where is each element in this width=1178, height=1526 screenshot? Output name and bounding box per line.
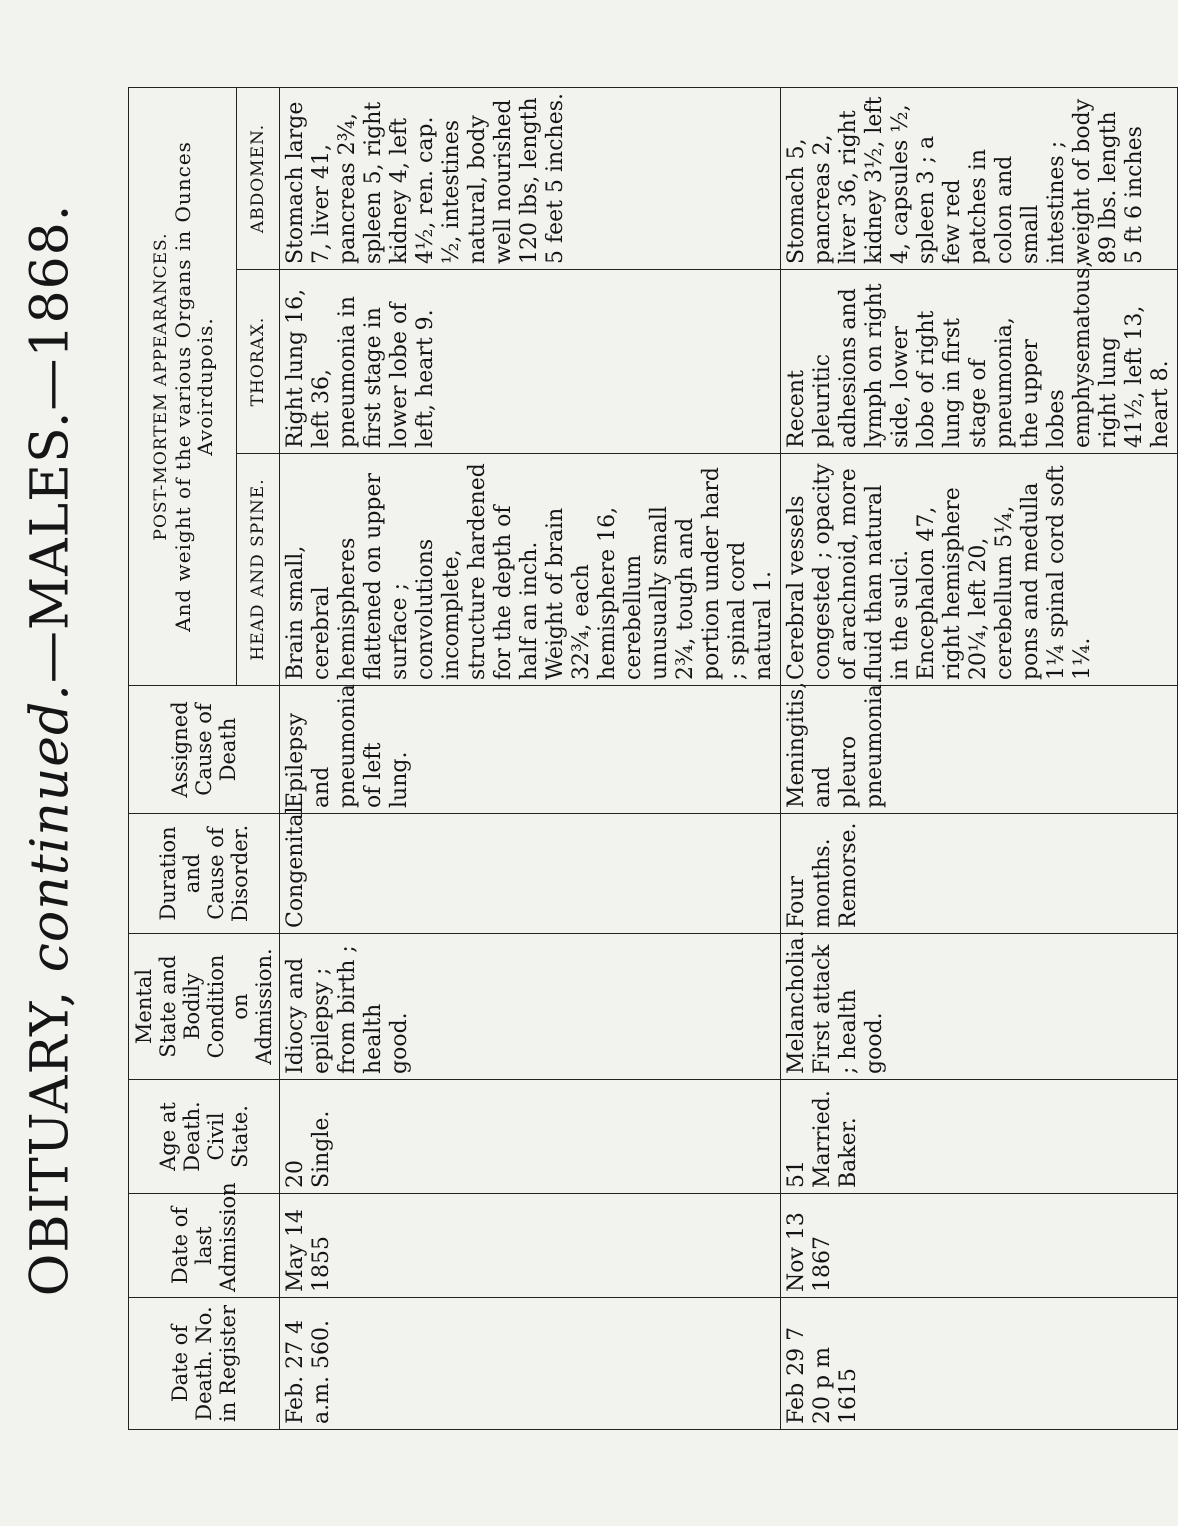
obituary-table-rotated bbox=[128, 88, 1173, 1430]
obituary-table bbox=[128, 87, 1178, 1430]
postmortem-title: POST-MORTEM APPEARANCES. bbox=[150, 232, 171, 541]
title-continued: continued. bbox=[20, 683, 81, 973]
col-duration: Duration and Cause of Disorder. bbox=[129, 814, 280, 934]
col-date-admission: Date of last Admission bbox=[129, 1194, 280, 1298]
cell-head-spine: Cerebral vessels congested ; opacity of arachnoid, more fluid than natural in the sulci. Encephalon 47, right hemisphere 20¼, left 20, cerebellum 5¼, pons and medulla 1¼ spinal cord soft 1¼. bbox=[781, 454, 1178, 686]
cell-mental-state: Melancholia. First attack ; health good. bbox=[781, 934, 1178, 1080]
cell-duration: Four months. Remorse. bbox=[781, 814, 1178, 934]
cell-abdomen: Stomach 5, pancreas 2, liver 36, right kidney 3½, left 4, capsules ½, spleen 3 ; a few red patches in colon and small intestines ; weight of body 89 lbs. length 5 ft 6 inches bbox=[781, 87, 1178, 269]
cell-date-death: Feb 29 7 20 p m 1615 bbox=[781, 1298, 1178, 1430]
col-cause-death: Assigned Cause of Death bbox=[129, 686, 280, 814]
cell-thorax: Right lung 16, left 36, pneumonia in first stage in lower lobe of left, heart 9. bbox=[280, 270, 781, 454]
cell-thorax: Recent pleuritic adhesions and lymph on right side, lower lobe of right lung in first stage of pneumonia, the upper lobes emphysematous, right lung 41½, left 13, heart 8. bbox=[781, 270, 1178, 454]
page-title bbox=[6, 40, 94, 1460]
table-row bbox=[781, 87, 1178, 1429]
col-postmortem bbox=[129, 87, 237, 685]
cell-mental-state: Idiocy and epilepsy ; from birth ; health good. bbox=[280, 934, 781, 1080]
col-thorax: THORAX. bbox=[237, 270, 280, 454]
cell-abdomen: Stomach large 7, liver 41, pancreas 2¾, spleen 5, right kidney 4, left 4½, ren. cap. ½, intestines natural, body well nourished 120 lbs, length 5 feet 5 inches. bbox=[280, 87, 781, 269]
col-head-spine: HEAD AND SPINE. bbox=[237, 454, 280, 686]
obituary-table-wrapper bbox=[128, 88, 1173, 1430]
postmortem-subtitle: And weight of the various Organs in Ounces Avoirdupois. bbox=[170, 141, 217, 632]
header-row-1 bbox=[129, 87, 237, 1429]
cell-date-death: Feb. 27 4 a.m. 560. bbox=[280, 1298, 781, 1430]
cell-age-state: 51 Married. Baker. bbox=[781, 1080, 1178, 1194]
cell-date-admission: May 14 1855 bbox=[280, 1194, 781, 1298]
table-row bbox=[280, 87, 781, 1429]
col-date-death: Date of Death. No. in Register bbox=[129, 1298, 280, 1430]
cell-cause-death: Epilepsy and pneumonia of left lung. bbox=[280, 686, 781, 814]
cell-age-state: 20 Single. bbox=[280, 1080, 781, 1194]
title-main: OBITUARY, bbox=[20, 972, 81, 1297]
cell-cause-death: Meningitis, and pleuro pneumonia. bbox=[781, 686, 1178, 814]
title-rest: —MALES.—1868. bbox=[20, 203, 81, 684]
cell-date-admission: Nov 13 1867 bbox=[781, 1194, 1178, 1298]
cell-duration: Congenital. bbox=[280, 814, 781, 934]
col-age-state: Age at Death. Civil State. bbox=[129, 1080, 280, 1194]
cell-head-spine: Brain small, cerebral hemispheres flattened on upper surface ; convolutions incomplete, structure hardened for the depth of half an inch. Weight of brain 32¾, each hemisphere 16, cerebellum unusually small 2¾, tough and portion under hard ; spinal cord natural 1. bbox=[280, 454, 781, 686]
col-mental-state: Mental State and Bodily Condition on Admission. bbox=[129, 934, 280, 1080]
col-abdomen: ABDOMEN. bbox=[237, 87, 280, 269]
